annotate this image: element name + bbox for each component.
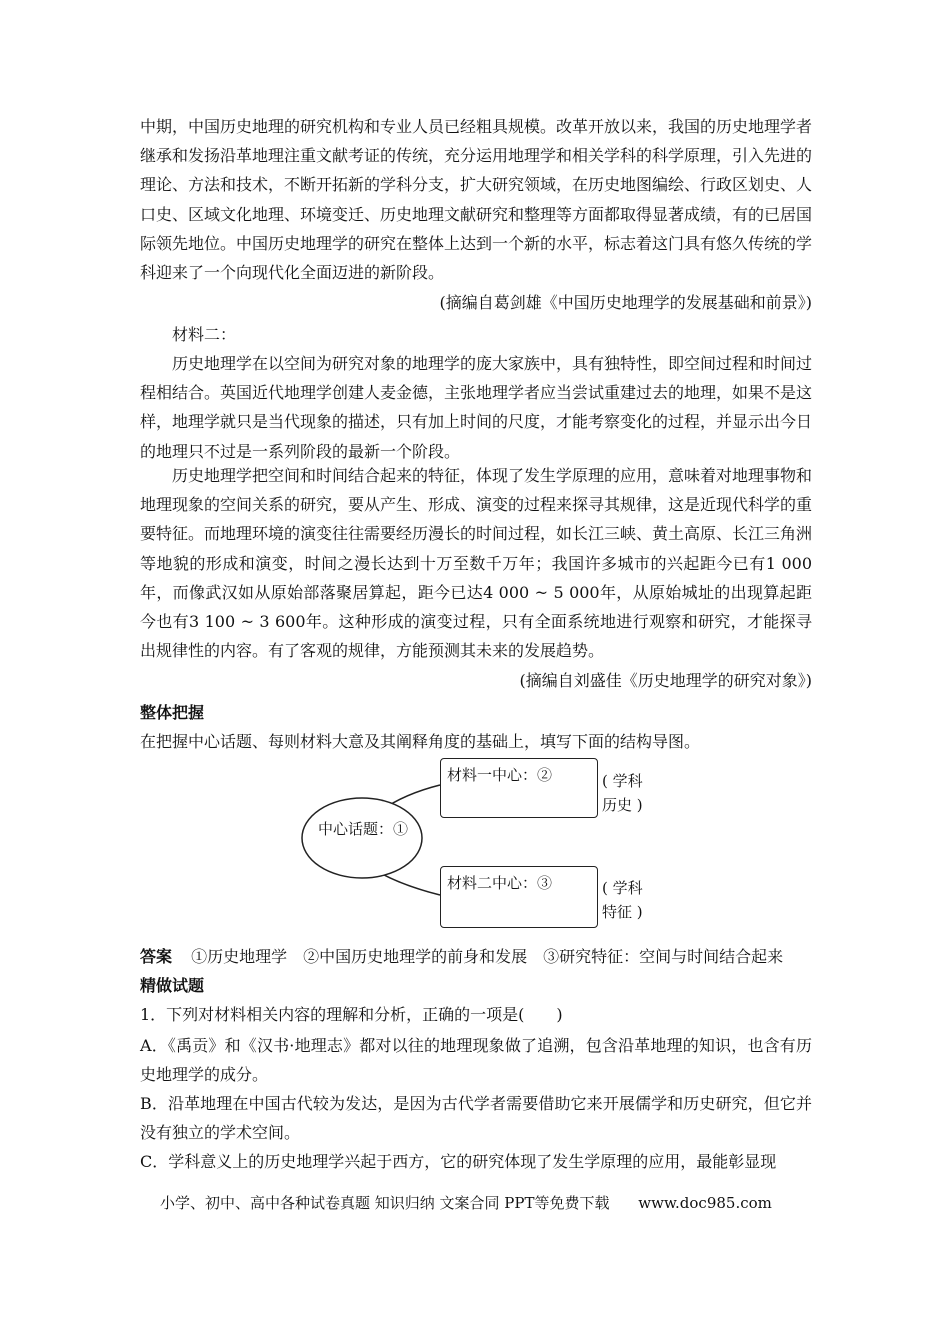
option-c: C．学科意义上的历史地理学兴起于西方，它的研究体现了发生学原理的应用，最能彰显现: [140, 1152, 777, 1171]
answer-items: ①历史地理学 ②中国历史地理学的前身和发展 ③研究特征：空间与时间结合起来: [191, 947, 784, 966]
overall-heading: 整体把握: [140, 703, 205, 722]
center-topic-label: 中心话题：①: [318, 820, 409, 838]
material2-center-label: 材料二中心：③: [447, 874, 553, 892]
footer: [160, 1192, 772, 1213]
exercises-heading: 精做试题: [140, 976, 205, 995]
material1-center-label: 材料一中心：②: [447, 766, 553, 784]
answer-line: [140, 944, 783, 967]
material2-paragraph1: 历史地理学在以空间为研究对象的地理学的庞大家族中，具有独特性，即空间过程和时间过程相结合。英国近代地理学创建人麦金德，主张地理学者应当尝试重建过去的地理，如果不是这样，地理学就只是当代现象的描述，只有加上时间的尺度，才能考察变化的过程，并显示出今日的地理只不过是一系列阶段的最新一个阶段。: [140, 354, 813, 461]
footer-url[interactable]: www.doc985.com: [638, 1194, 772, 1212]
option-b: B．沿革地理在中国古代较为发达，是因为古代学者需要借助它来开展儒学和历史研究，但它并没有独立的学术空间。: [140, 1094, 812, 1143]
side-label-history: ( 学科历史 ): [602, 772, 643, 814]
material2-heading: 材料二：: [172, 325, 237, 344]
material1-source: (摘编自葛剑雄《中国历史地理学的发展基础和前景》): [439, 293, 812, 312]
material2-paragraph2: 历史地理学把空间和时间结合起来的特征，体现了发生学原理的应用，意味着对地理事物和地理现象的空间关系的研究，要从产生、形成、演变的过程来探寻其规律，这是近现代科学的重要特征。而地理环境的演变往往需要经历漫长的时间过程，如长江三峡、黄土高原、长江三角洲等地貌的形成和演变，时间之漫长达到十万至数千万年；我国许多城市的兴起距今已有1 000年，而像武汉如从原始部落聚居算起，距今已达4 000 ~ 5 000年，从原始城址的出现算起距今也有3 100 ~ 3 600年。这种形成的演变过程，只有全面系统地进行观察和研究，才能探寻出规律性的内容。有了客观的规律，方能预测其未来的发展趋势。: [140, 466, 813, 661]
answer-label: 答案: [140, 947, 173, 966]
material1-paragraph: 中期，中国历史地理的研究机构和专业人员已经粗具规模。改革开放以来，我国的历史地理学者继承和发扬沿革地理注重文献考证的传统，充分运用地理学和相关学科的科学原理，引入先进的理论、方法和技术，不断开拓新的学科分支，扩大研究领域，在历史地图编绘、行政区划史、人口史、区域文化地理、环境变迁、历史地理文献研究和整理等方面都取得显著成绩，有的已居国际领先地位。中国历史地理学的研究在整体上达到一个新的水平，标志着这门具有悠久传统的学科迎来了一个向现代化全面迈进的新阶段。: [140, 117, 813, 283]
overall-instruction: 在把握中心话题、每则材料大意及其阐释角度的基础上，填写下面的结构导图。: [140, 732, 701, 751]
material2-source: (摘编自刘盛佳《历史地理学的研究对象》): [519, 671, 812, 690]
question-1: 1．下列对材料相关内容的理解和分析，正确的一项是( ): [140, 1005, 563, 1024]
footer-text: 小学、初中、高中各种试卷真题 知识归纳 文案合同 PPT等免费下载: [160, 1194, 610, 1212]
option-a: A．《禹贡》和《汉书·地理志》都对以往的地理现象做了追溯，包含沿革地理的知识，也含有历史地理学的成分。: [140, 1036, 812, 1085]
side-label-features: ( 学科特征 ): [602, 879, 643, 921]
